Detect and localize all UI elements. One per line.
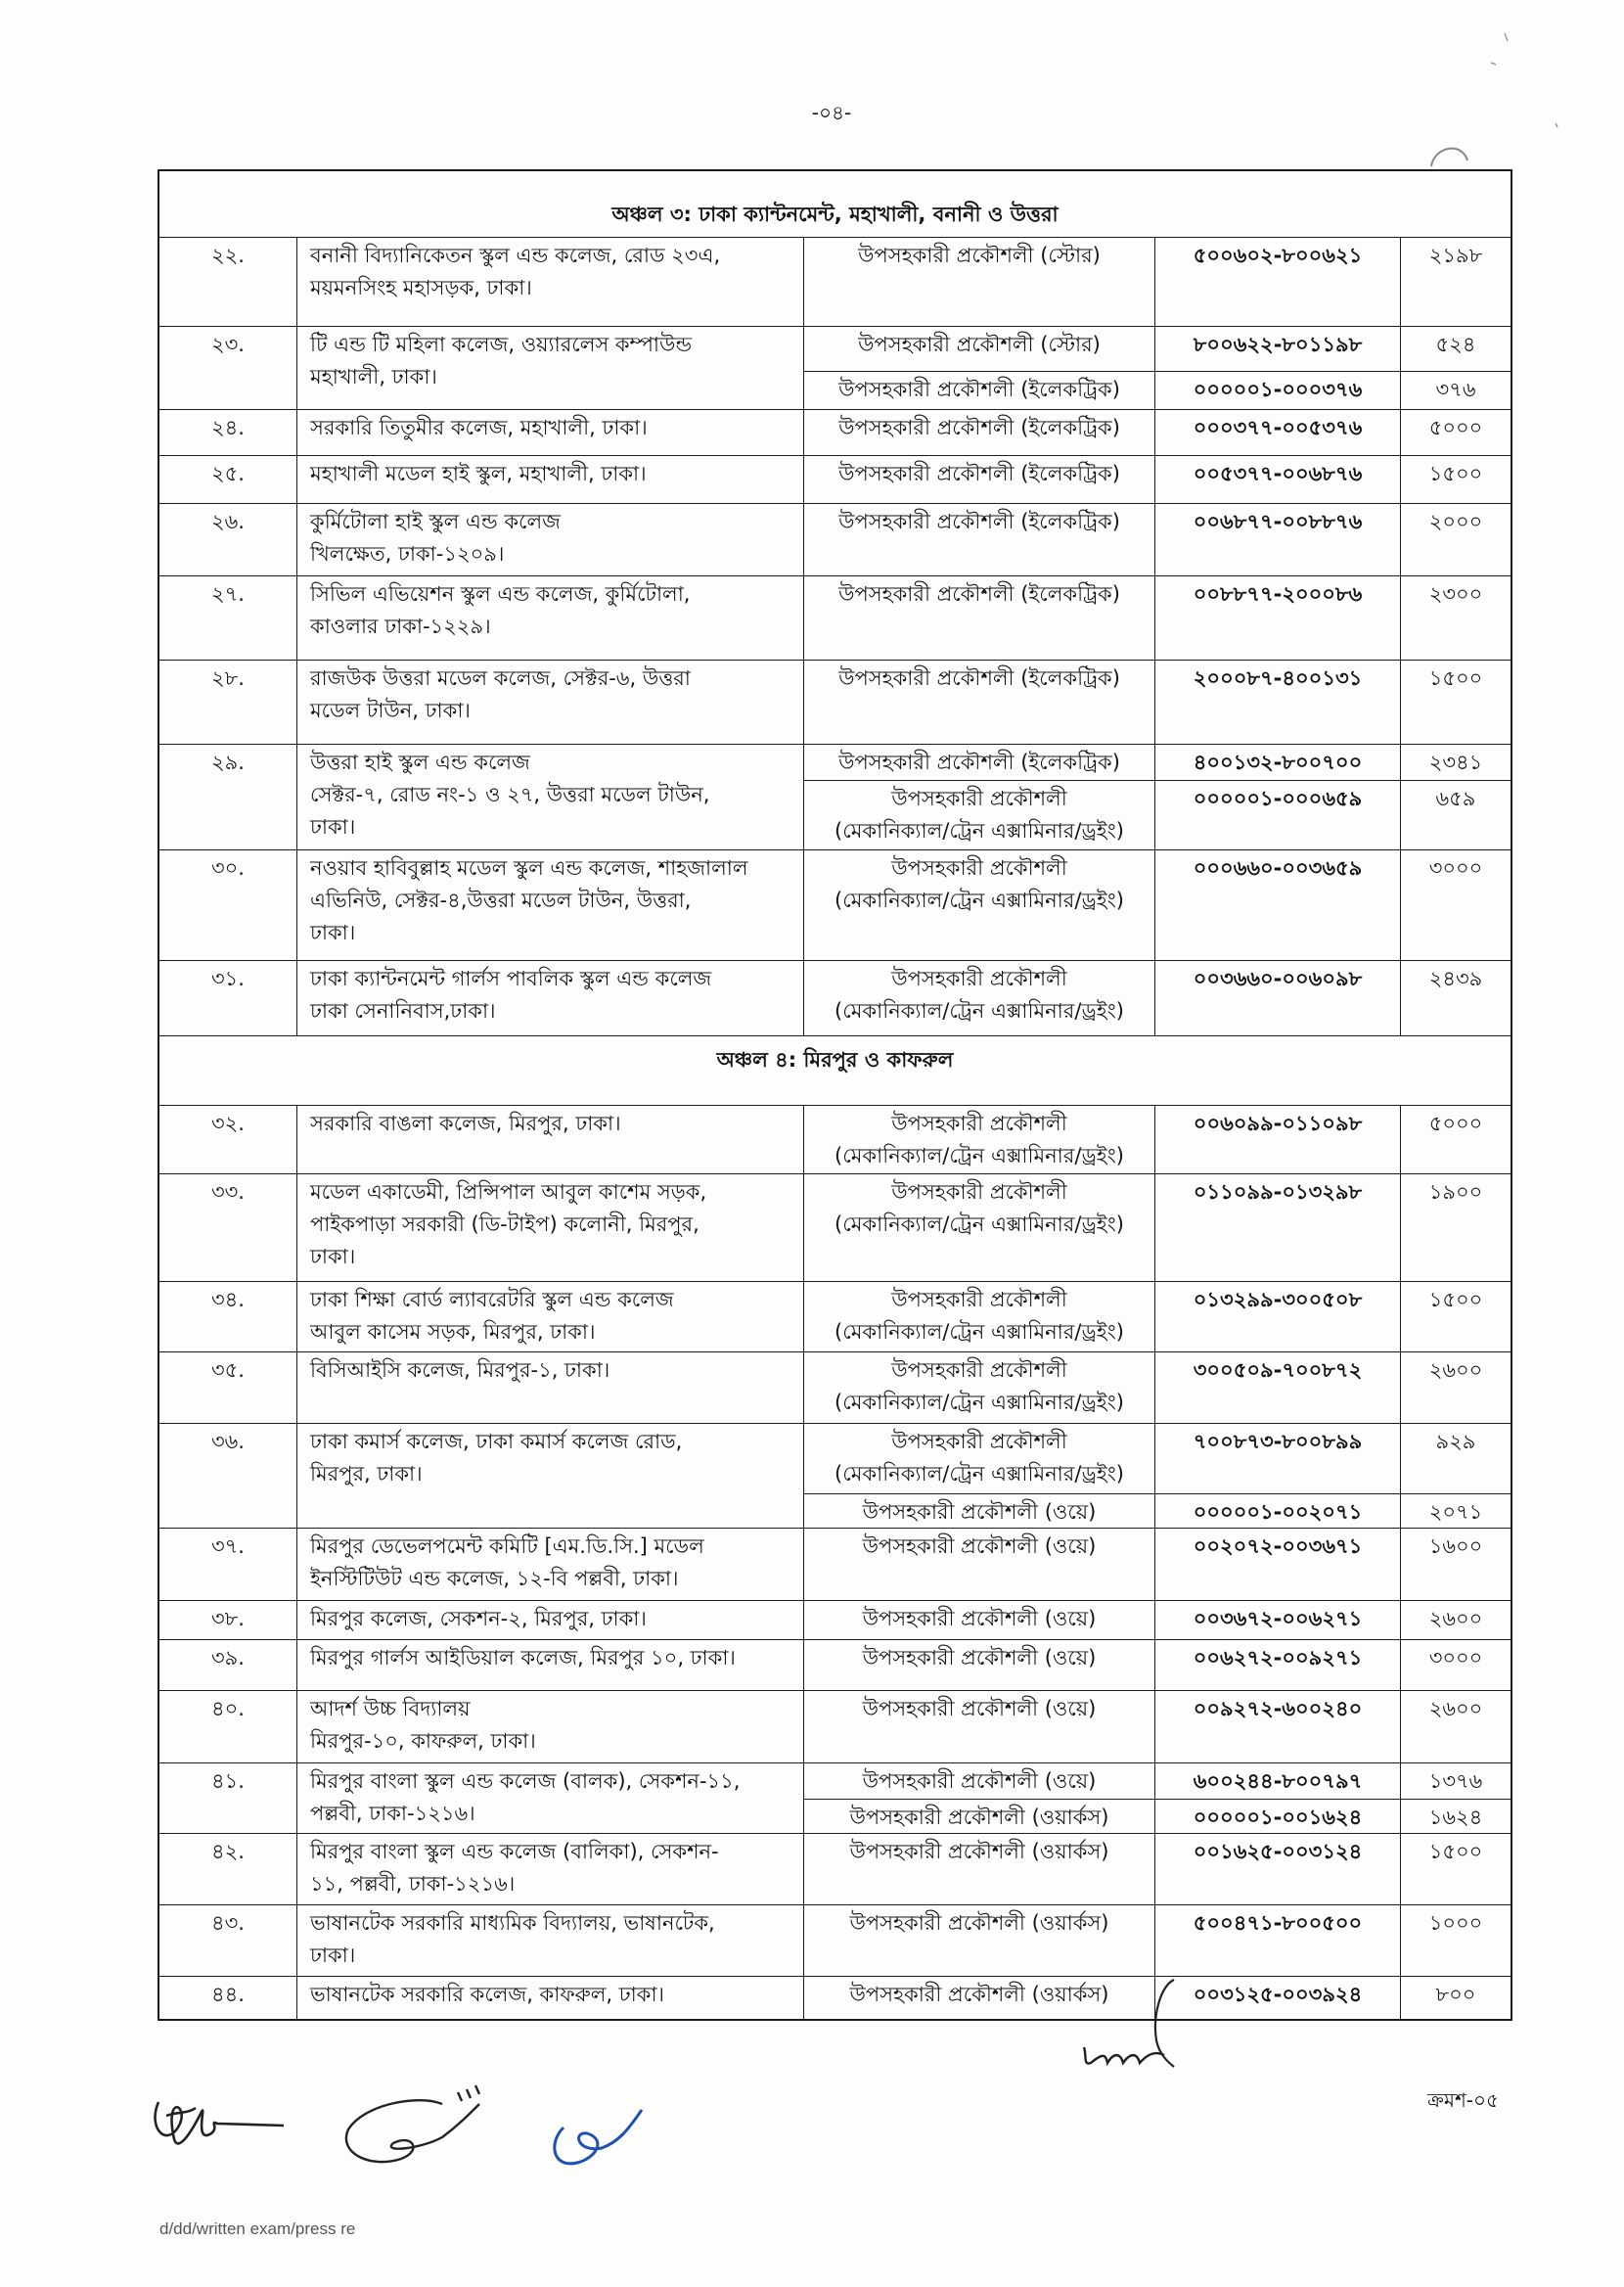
page-number: -০৪- bbox=[811, 101, 852, 124]
post-entry-row bbox=[804, 780, 1511, 849]
exam-center-name-line: ঢাকা। bbox=[310, 1944, 356, 1967]
exam-center-name-line: সরকারি তিতুমীর কলেজ, মহাখালী, ঢাকা। bbox=[310, 416, 648, 439]
exam-center-name-line: মিরপুর গার্লস আইডিয়াল কলেজ, মিরপুর ১০, ঢাকা। bbox=[310, 1646, 736, 1670]
exam-center-name-line: মহাখালী মডেল হাই স্কুল, মহাখালী, ঢাকা। bbox=[310, 462, 647, 485]
serial-number: ২২. bbox=[159, 238, 297, 326]
post-entry-row bbox=[804, 661, 1511, 744]
table-row bbox=[159, 1105, 1511, 1173]
exam-center-name-line: মিরপুর, ঢাকা। bbox=[310, 1462, 423, 1486]
post-entry-row bbox=[804, 1282, 1511, 1351]
exam-center-name-line: ঢাকা। bbox=[310, 921, 356, 944]
table-row bbox=[159, 660, 1511, 744]
post-entries bbox=[804, 238, 1511, 326]
serial-number: ২৯. bbox=[159, 745, 297, 849]
exam-center-name-line: মিরপুর কলেজ, সেকশন-২, মিরপুর, ঢাকা। bbox=[310, 1607, 647, 1630]
signature-2 bbox=[346, 2085, 479, 2162]
post-entry-row bbox=[804, 1763, 1511, 1799]
post-name-line: (মেকানিক্যাল/ট্রেন এক্সামিনার/ড্রইং) bbox=[835, 819, 1124, 843]
exam-center-name-line: নওয়াব হাবিবুল্লাহ মডেল স্কুল এন্ড কলেজ, শাহজালাল bbox=[310, 856, 748, 880]
post-name-line: উপসহকারী প্রকৌশলী (ইলেকট্রিক) bbox=[838, 510, 1120, 533]
table-row bbox=[159, 1351, 1511, 1423]
post-name-line: (মেকানিক্যাল/ট্রেন এক্সামিনার/ড্রইং) bbox=[835, 1462, 1124, 1486]
roll-range: ৪০০১৩২-৮০০৭০০ bbox=[1155, 745, 1401, 780]
post-entries bbox=[804, 1977, 1511, 2019]
post-entries bbox=[804, 410, 1511, 455]
exam-center-name-line: মডেল একাডেমী, প্রিন্সিপাল আবুল কাশেম সড়ক, bbox=[310, 1180, 707, 1204]
candidate-count: ১৫০০ bbox=[1428, 666, 1483, 690]
post-name-line: উপসহকারী প্রকৌশলী (ইলেকট্রিক) bbox=[838, 378, 1120, 401]
roll-range: ৬০০২৪৪-৮০০৭৯৭ bbox=[1155, 1763, 1401, 1799]
serial-number: ২৭. bbox=[159, 576, 297, 660]
punch-hole-arc bbox=[1431, 149, 1467, 166]
candidate-count: ১৫০০ bbox=[1428, 1840, 1483, 1863]
exam-center-name bbox=[297, 327, 804, 409]
post-entry-row bbox=[804, 1691, 1511, 1762]
post-name bbox=[804, 1905, 1155, 1976]
exam-center-name-line: মহাখালী, ঢাকা। bbox=[310, 365, 437, 389]
candidate-count: ৮০০ bbox=[1435, 1983, 1476, 2006]
exam-center-name bbox=[297, 661, 804, 744]
exam-center-name-line: সরকারি বাঙলা কলেজ, মিরপুর, ঢাকা। bbox=[310, 1112, 621, 1135]
exam-center-name bbox=[297, 1601, 804, 1639]
post-entries bbox=[804, 456, 1511, 503]
exam-center-name bbox=[297, 1106, 804, 1173]
post-entries bbox=[804, 1763, 1511, 1833]
post-entries bbox=[804, 576, 1511, 660]
post-name-line: উপসহকারী প্রকৌশলী (ওয়ার্কস) bbox=[849, 1983, 1109, 2006]
exam-center-name-line: মিরপুর বাংলা স্কুল এন্ড কলেজ (বালিকা), সেকশন- bbox=[310, 1840, 719, 1863]
roll-range: ০০৮৮৭৭-২০০০৮৬ bbox=[1155, 576, 1401, 660]
exam-center-name-line: এভিনিউ, সেক্টর-৪,উত্তরা মডেল টাউন, উত্তরা, bbox=[310, 889, 692, 912]
roll-range: ০০৬২৭২-০০৯২৭১ bbox=[1155, 1640, 1401, 1690]
post-name-line: উপসহকারী প্রকৌশলী bbox=[891, 856, 1067, 880]
post-name-line: উপসহকারী প্রকৌশলী (ওয়ার্কস) bbox=[849, 1911, 1109, 1935]
post-name bbox=[804, 745, 1155, 780]
candidate-count: ৩০০০ bbox=[1428, 1646, 1483, 1670]
candidate-count: ১৯০০ bbox=[1428, 1180, 1483, 1204]
roll-range: ০১৩২৯৯-৩০০৫০৮ bbox=[1155, 1282, 1401, 1351]
post-name bbox=[804, 1601, 1155, 1639]
table-row bbox=[159, 503, 1511, 575]
post-entry-row bbox=[804, 1174, 1511, 1281]
exam-center-name bbox=[297, 1174, 804, 1281]
exam-center-name-line: পল্লবী, ঢাকা-১২১৬। bbox=[310, 1802, 475, 1825]
candidate-count: ২৩০০ bbox=[1428, 582, 1483, 606]
zone-header: অঞ্চল ৩: ঢাকা ক্যান্টনমেন্ট, মহাখালী, বনানী ও উত্তরা bbox=[611, 203, 1059, 226]
exam-center-name-line: ১১, পল্লবী, ঢাকা-১২১৬। bbox=[310, 1872, 516, 1896]
post-name bbox=[804, 1494, 1155, 1528]
post-name-line: উপসহকারী প্রকৌশলী bbox=[891, 1180, 1067, 1204]
exam-center-name-line: উত্তরা হাই স্কুল এন্ড কলেজ bbox=[310, 751, 530, 774]
serial-number: ৩২. bbox=[159, 1106, 297, 1173]
roll-range: ০০৫৩৭৭-০০৬৮৭৬ bbox=[1155, 456, 1401, 503]
exam-center-name-line: সেক্টর-৭, রোড নং-১ ও ২৭, উত্তরা মডেল টাউন, bbox=[310, 783, 710, 806]
speck-mark bbox=[1491, 33, 1557, 127]
post-name bbox=[804, 1174, 1155, 1281]
post-name-line: (মেকানিক্যাল/ট্রেন এক্সামিনার/ড্রইং) bbox=[835, 1320, 1124, 1344]
exam-center-name bbox=[297, 1529, 804, 1600]
exam-center-name-line: রাজউক উত্তরা মডেল কলেজ, সেক্টর-৬, উত্তরা bbox=[310, 666, 691, 690]
roll-range: ০০০০০১-০০০৩৭৬ bbox=[1155, 372, 1401, 409]
post-name bbox=[804, 576, 1155, 660]
candidate-count: ২৩৪১ bbox=[1428, 751, 1483, 774]
post-entries bbox=[804, 1529, 1511, 1600]
post-name bbox=[804, 1691, 1155, 1762]
zone-header: অঞ্চল ৪: মিরপুর ও কাফরুল bbox=[159, 1035, 1511, 1105]
post-name bbox=[804, 661, 1155, 744]
exam-center-name-line: বনানী বিদ্যানিকেতন স্কুল এন্ড কলেজ, রোড ২৩এ, bbox=[310, 244, 721, 267]
post-entries bbox=[804, 1834, 1511, 1904]
roll-range: ০০৩৬৬০-০০৬০৯৮ bbox=[1155, 961, 1401, 1035]
roll-range: ০০১৬২৫-০০৩১২৪ bbox=[1155, 1834, 1401, 1904]
post-name bbox=[804, 456, 1155, 503]
table-row bbox=[159, 1281, 1511, 1351]
exam-center-name bbox=[297, 456, 804, 503]
post-name-line: (মেকানিক্যাল/ট্রেন এক্সামিনার/ড্রইং) bbox=[835, 889, 1124, 912]
table-row bbox=[159, 1762, 1511, 1833]
post-entries bbox=[804, 1905, 1511, 1976]
post-name bbox=[804, 1977, 1155, 2019]
exam-center-name-line: মিরপুর-১০, কাফরুল, ঢাকা। bbox=[310, 1729, 536, 1753]
post-entries bbox=[804, 850, 1511, 960]
exam-center-name-line: কুর্মিটোলা হাই স্কুল এন্ড কলেজ bbox=[310, 510, 561, 533]
exam-center-name bbox=[297, 1424, 804, 1528]
serial-number: ২৩. bbox=[159, 327, 297, 409]
roll-range: ৭০০৮৭৩-৮০০৮৯৯ bbox=[1155, 1424, 1401, 1493]
table-row bbox=[159, 326, 1511, 409]
post-name bbox=[804, 327, 1155, 371]
post-entry-row bbox=[804, 504, 1511, 575]
post-entry-row bbox=[804, 371, 1511, 409]
roll-range: ০০০৩৭৭-০০৫৩৭৬ bbox=[1155, 410, 1401, 455]
serial-number: ৪০. bbox=[159, 1691, 297, 1762]
post-entry-row bbox=[804, 1352, 1511, 1423]
serial-number: ২৮. bbox=[159, 661, 297, 744]
candidate-count: ৬৫৯ bbox=[1435, 787, 1476, 810]
roll-range: ০০৩৬৭২-০০৬২৭১ bbox=[1155, 1601, 1401, 1639]
post-name-line: উপসহকারী প্রকৌশলী (ওয়ে) bbox=[862, 1646, 1097, 1670]
post-name-line: (মেকানিক্যাল/ট্রেন এক্সামিনার/ড্রইং) bbox=[835, 999, 1124, 1023]
post-name-line: উপসহকারী প্রকৌশলী (ওয়ার্কস) bbox=[849, 1806, 1109, 1829]
exam-center-name bbox=[297, 1352, 804, 1423]
post-name bbox=[804, 961, 1155, 1035]
post-name bbox=[804, 1424, 1155, 1493]
table-row bbox=[159, 1600, 1511, 1639]
exam-center-name-line: ভাষানটেক সরকারি মাধ্যমিক বিদ্যালয়, ভাষানটেক, bbox=[310, 1911, 715, 1935]
roll-range: ২০০০৮৭-৪০০১৩১ bbox=[1155, 661, 1401, 744]
post-name-line: উপসহকারী প্রকৌশলী (ইলেকট্রিক) bbox=[838, 582, 1120, 606]
table-row bbox=[159, 1690, 1511, 1762]
signature-1 bbox=[156, 2102, 284, 2143]
post-entries bbox=[804, 504, 1511, 575]
post-entry-row bbox=[804, 1601, 1511, 1639]
exam-center-name bbox=[297, 1763, 804, 1833]
exam-center-name-line: সিভিল এভিয়েশন স্কুল এন্ড কলেজ, কুর্মিটোলা, bbox=[310, 582, 691, 606]
post-name-line: উপসহকারী প্রকৌশলী bbox=[891, 1358, 1067, 1382]
exam-center-name-line: মিরপুর ডেভেলপমেন্ট কমিটি [এম.ডি.সি.] মডেল bbox=[310, 1534, 704, 1558]
exam-center-name bbox=[297, 1691, 804, 1762]
exam-center-name-line: আদর্শ উচ্চ বিদ্যালয় bbox=[310, 1697, 471, 1720]
post-name-line: উপসহকারী প্রকৌশলী (ইলেকট্রিক) bbox=[838, 666, 1120, 690]
roll-range: ০০০০০১-০০১৬২৪ bbox=[1155, 1800, 1401, 1833]
post-entries bbox=[804, 327, 1511, 409]
serial-number: ৪২. bbox=[159, 1834, 297, 1904]
exam-center-name-line: মিরপুর বাংলা স্কুল এন্ড কলেজ (বালক), সেকশন-১১, bbox=[310, 1769, 741, 1793]
exam-center-name bbox=[297, 1282, 804, 1351]
post-entry-row bbox=[804, 1905, 1511, 1976]
post-name-line: উপসহকারী প্রকৌশলী bbox=[891, 1112, 1067, 1135]
exam-center-name-line: আবুল কাসেম সড়ক, মিরপুর, ঢাকা। bbox=[310, 1320, 596, 1344]
candidate-count: ৫০০০ bbox=[1428, 416, 1483, 439]
post-entries bbox=[804, 1640, 1511, 1690]
table-row bbox=[159, 744, 1511, 849]
table-row bbox=[159, 1528, 1511, 1600]
exam-center-name-line: ঢাকা সেনানিবাস,ঢাকা। bbox=[310, 999, 496, 1023]
roll-range: ০০৬০৯৯-০১১০৯৮ bbox=[1155, 1106, 1401, 1173]
post-entries bbox=[804, 1601, 1511, 1639]
candidate-count: ২৬০০ bbox=[1428, 1697, 1483, 1720]
table-row bbox=[159, 1173, 1511, 1281]
post-name-line: উপসহকারী প্রকৌশলী (ওয়ার্কস) bbox=[849, 1840, 1109, 1863]
exam-center-name-line: ঢাকা শিক্ষা বোর্ড ল্যাবরেটরি স্কুল এন্ড কলেজ bbox=[310, 1288, 674, 1311]
exam-center-name bbox=[297, 745, 804, 849]
exam-center-name-line: ইনস্টিটিউট এন্ড কলেজ, ১২-বি পল্লবী, ঢাকা। bbox=[310, 1567, 679, 1590]
post-name-line: উপসহকারী প্রকৌশলী (ওয়ে) bbox=[862, 1500, 1097, 1524]
exam-center-name-line: ময়মনসিংহ মহাসড়ক, ঢাকা। bbox=[310, 276, 532, 299]
exam-center-name bbox=[297, 1640, 804, 1690]
candidate-count: ২০৭১ bbox=[1428, 1500, 1483, 1524]
roll-range: ০১১০৯৯-০১৩২৯৮ bbox=[1155, 1174, 1401, 1281]
post-entry-row bbox=[804, 327, 1511, 371]
roll-range: ৫০০৪৭১-৮০০৫০০ bbox=[1155, 1905, 1401, 1976]
exam-center-name bbox=[297, 1834, 804, 1904]
candidate-count: ৫০০০ bbox=[1428, 1112, 1483, 1135]
table-row bbox=[159, 1639, 1511, 1690]
exam-center-name-line: কাওলার ঢাকা-১২২৯। bbox=[310, 615, 491, 638]
post-entry-row bbox=[804, 850, 1511, 960]
table-row bbox=[159, 849, 1511, 960]
candidate-count: ২৬০০ bbox=[1428, 1607, 1483, 1630]
post-name-line: উপসহকারী প্রকৌশলী bbox=[891, 1288, 1067, 1311]
document-reference: d/dd/written exam/press re bbox=[159, 2219, 356, 2238]
candidate-count: ৫২৪ bbox=[1435, 333, 1476, 356]
exam-center-name-line: ঢাকা ক্যান্টনমেন্ট গার্লস পাবলিক স্কুল এন্ড কলেজ bbox=[310, 967, 712, 990]
table-row bbox=[159, 1976, 1511, 2019]
serial-number: ৪১. bbox=[159, 1763, 297, 1833]
roll-range: ৮০০৬২২-৮০১১৯৮ bbox=[1155, 327, 1401, 371]
serial-number: ৩৩. bbox=[159, 1174, 297, 1281]
post-entries bbox=[804, 1424, 1511, 1528]
candidate-count: ১৫০০ bbox=[1428, 1288, 1483, 1311]
roll-range: ০০৩১২৫-০০৩৯২৪ bbox=[1155, 1977, 1401, 2019]
serial-number: ২৪. bbox=[159, 410, 297, 455]
serial-number: ৩৮. bbox=[159, 1601, 297, 1639]
exam-center-name-line: পাইকপাড়া সরকারী (ডি-টাইপ) কলোনী, মিরপুর, bbox=[310, 1212, 699, 1236]
table-row bbox=[159, 409, 1511, 455]
exam-center-name bbox=[297, 238, 804, 326]
serial-number: ৩৭. bbox=[159, 1529, 297, 1600]
exam-center-name bbox=[297, 576, 804, 660]
serial-number: ৩৬. bbox=[159, 1424, 297, 1528]
post-name bbox=[804, 1763, 1155, 1799]
exam-center-name-line: বিসিআইসি কলেজ, মিরপুর-১, ঢাকা। bbox=[310, 1358, 610, 1382]
post-name bbox=[804, 238, 1155, 326]
post-entry-row bbox=[804, 456, 1511, 503]
exam-center-name bbox=[297, 1905, 804, 1976]
roll-range: ০০০৬৬০-০০৩৬৫৯ bbox=[1155, 850, 1401, 960]
candidate-count: ২৬০০ bbox=[1428, 1358, 1483, 1382]
roll-range: ০০০০০১-০০২০৭১ bbox=[1155, 1494, 1401, 1528]
post-entry-row bbox=[804, 745, 1511, 780]
table-row bbox=[159, 1904, 1511, 1976]
serial-number: ৪৪. bbox=[159, 1977, 297, 2019]
serial-number: ৩০. bbox=[159, 850, 297, 960]
post-entry-row bbox=[804, 1106, 1511, 1173]
post-name bbox=[804, 850, 1155, 960]
table-row bbox=[159, 575, 1511, 660]
post-entry-row bbox=[804, 961, 1511, 1035]
post-name bbox=[804, 504, 1155, 575]
post-name-line: উপসহকারী প্রকৌশলী (স্টোর) bbox=[858, 244, 1101, 267]
post-name bbox=[804, 1352, 1155, 1423]
roll-range: ০০২০৭২-০০৩৬৭১ bbox=[1155, 1529, 1401, 1600]
serial-number: ৩১. bbox=[159, 961, 297, 1035]
post-name-line: উপসহকারী প্রকৌশলী bbox=[891, 1430, 1067, 1453]
post-entries bbox=[804, 1352, 1511, 1423]
exam-center-name bbox=[297, 410, 804, 455]
post-name-line: উপসহকারী প্রকৌশলী (ওয়ে) bbox=[862, 1534, 1097, 1558]
exam-center-name-line: খিলক্ষেত, ঢাকা-১২০৯। bbox=[310, 542, 505, 566]
post-name bbox=[804, 1106, 1155, 1173]
post-name bbox=[804, 1529, 1155, 1600]
continued-label: ক্রমশ-০৫ bbox=[1427, 2088, 1499, 2112]
post-name-line: উপসহকারী প্রকৌশলী (ইলেকট্রিক) bbox=[838, 751, 1120, 774]
post-entry-row bbox=[804, 1640, 1511, 1690]
post-name-line: উপসহকারী প্রকৌশলী (ওয়ে) bbox=[862, 1769, 1097, 1793]
post-name-line: উপসহকারী প্রকৌশলী (স্টোর) bbox=[858, 333, 1101, 356]
candidate-count: ২১৯৮ bbox=[1428, 244, 1483, 267]
candidate-count: ২৪৩৯ bbox=[1428, 967, 1483, 990]
post-name-line: (মেকানিক্যাল/ট্রেন এক্সামিনার/ড্রইং) bbox=[835, 1144, 1124, 1167]
table-row bbox=[159, 455, 1511, 503]
post-name-line: (মেকানিক্যাল/ট্রেন এক্সামিনার/ড্রইং) bbox=[835, 1391, 1124, 1414]
exam-center-name-line: ঢাকা। bbox=[310, 1245, 356, 1268]
roll-range: ৩০০৫০৯-৭০০৮৭২ bbox=[1155, 1352, 1401, 1423]
candidate-count: ১৫০০ bbox=[1428, 462, 1483, 485]
post-name-line: উপসহকারী প্রকৌশলী (ইলেকট্রিক) bbox=[838, 462, 1120, 485]
post-entries bbox=[804, 1106, 1511, 1173]
candidate-count: ৩০০০ bbox=[1428, 856, 1483, 880]
signature-initials bbox=[1084, 2047, 1164, 2064]
table-row bbox=[159, 1833, 1511, 1904]
table-row bbox=[159, 960, 1511, 1035]
post-name bbox=[804, 410, 1155, 455]
exam-center-name-line: মডেল টাউন, ঢাকা। bbox=[310, 699, 471, 722]
post-entries bbox=[804, 1282, 1511, 1351]
post-name-line: উপসহকারী প্রকৌশলী bbox=[891, 967, 1067, 990]
exam-center-name bbox=[297, 850, 804, 960]
post-entry-row bbox=[804, 238, 1511, 326]
candidate-count: ২০০০ bbox=[1428, 510, 1483, 533]
exam-center-name-line: ঢাকা। bbox=[310, 815, 356, 839]
post-entries bbox=[804, 961, 1511, 1035]
candidate-count: ১৬০০ bbox=[1428, 1534, 1483, 1558]
post-entry-row bbox=[804, 1529, 1511, 1600]
signature-3 bbox=[555, 2110, 642, 2164]
post-entry-row bbox=[804, 1834, 1511, 1904]
roll-range: ০০০০০১-০০০৬৫৯ bbox=[1155, 781, 1401, 849]
post-entry-row bbox=[804, 1424, 1511, 1493]
exam-center-table bbox=[158, 169, 1512, 2021]
post-entry-row bbox=[804, 1977, 1511, 2019]
serial-number: ২৬. bbox=[159, 504, 297, 575]
roll-range: ৫০০৬০২-৮০০৬২১ bbox=[1155, 238, 1401, 326]
post-name-line: উপসহকারী প্রকৌশলী (ওয়ে) bbox=[862, 1607, 1097, 1630]
post-entry-row bbox=[804, 410, 1511, 455]
post-name bbox=[804, 781, 1155, 849]
exam-center-name-line: ঢাকা কমার্স কলেজ, ঢাকা কমার্স কলেজ রোড, bbox=[310, 1430, 683, 1453]
serial-number: ২৫. bbox=[159, 456, 297, 503]
post-name bbox=[804, 1834, 1155, 1904]
post-entry-row bbox=[804, 1799, 1511, 1833]
post-name-line: উপসহকারী প্রকৌশলী (ইলেকট্রিক) bbox=[838, 416, 1120, 439]
serial-number: ৩৪. bbox=[159, 1282, 297, 1351]
exam-center-name-line: ভাষানটেক সরকারি কলেজ, কাফরুল, ঢাকা। bbox=[310, 1983, 665, 2006]
serial-number: ৩৫. bbox=[159, 1352, 297, 1423]
serial-number: ৩৯. bbox=[159, 1640, 297, 1690]
post-name-line: (মেকানিক্যাল/ট্রেন এক্সামিনার/ড্রইং) bbox=[835, 1212, 1124, 1236]
post-name-line: উপসহকারী প্রকৌশলী (ওয়ে) bbox=[862, 1697, 1097, 1720]
table-row bbox=[159, 237, 1511, 326]
post-entries bbox=[804, 1174, 1511, 1281]
exam-center-name-line: টি এন্ড টি মহিলা কলেজ, ওয়্যারলেস কম্পাউন্ড bbox=[310, 333, 693, 356]
candidate-count: ১৬২৪ bbox=[1428, 1806, 1483, 1829]
candidate-count: ১০০০ bbox=[1428, 1911, 1483, 1935]
roll-range: ০০৬৮৭৭-০০৮৮৭৬ bbox=[1155, 504, 1401, 575]
roll-range: ০০৯২৭২-৬০০২৪০ bbox=[1155, 1691, 1401, 1762]
post-entry-row bbox=[804, 576, 1511, 660]
serial-number: ৪৩. bbox=[159, 1905, 297, 1976]
post-name bbox=[804, 372, 1155, 409]
post-name bbox=[804, 1640, 1155, 1690]
candidate-count: ৯২৯ bbox=[1435, 1430, 1476, 1453]
candidate-count: ৩৭৬ bbox=[1435, 378, 1476, 401]
post-entries bbox=[804, 745, 1511, 849]
table-row bbox=[159, 1423, 1511, 1528]
post-entries bbox=[804, 1691, 1511, 1762]
post-name-line: উপসহকারী প্রকৌশলী bbox=[891, 787, 1067, 810]
exam-center-name bbox=[297, 1977, 804, 2019]
candidate-count: ১৩৭৬ bbox=[1428, 1769, 1483, 1793]
post-name bbox=[804, 1282, 1155, 1351]
post-entries bbox=[804, 661, 1511, 744]
exam-center-name bbox=[297, 504, 804, 575]
post-name bbox=[804, 1800, 1155, 1833]
post-entry-row bbox=[804, 1493, 1511, 1528]
exam-center-name bbox=[297, 961, 804, 1035]
